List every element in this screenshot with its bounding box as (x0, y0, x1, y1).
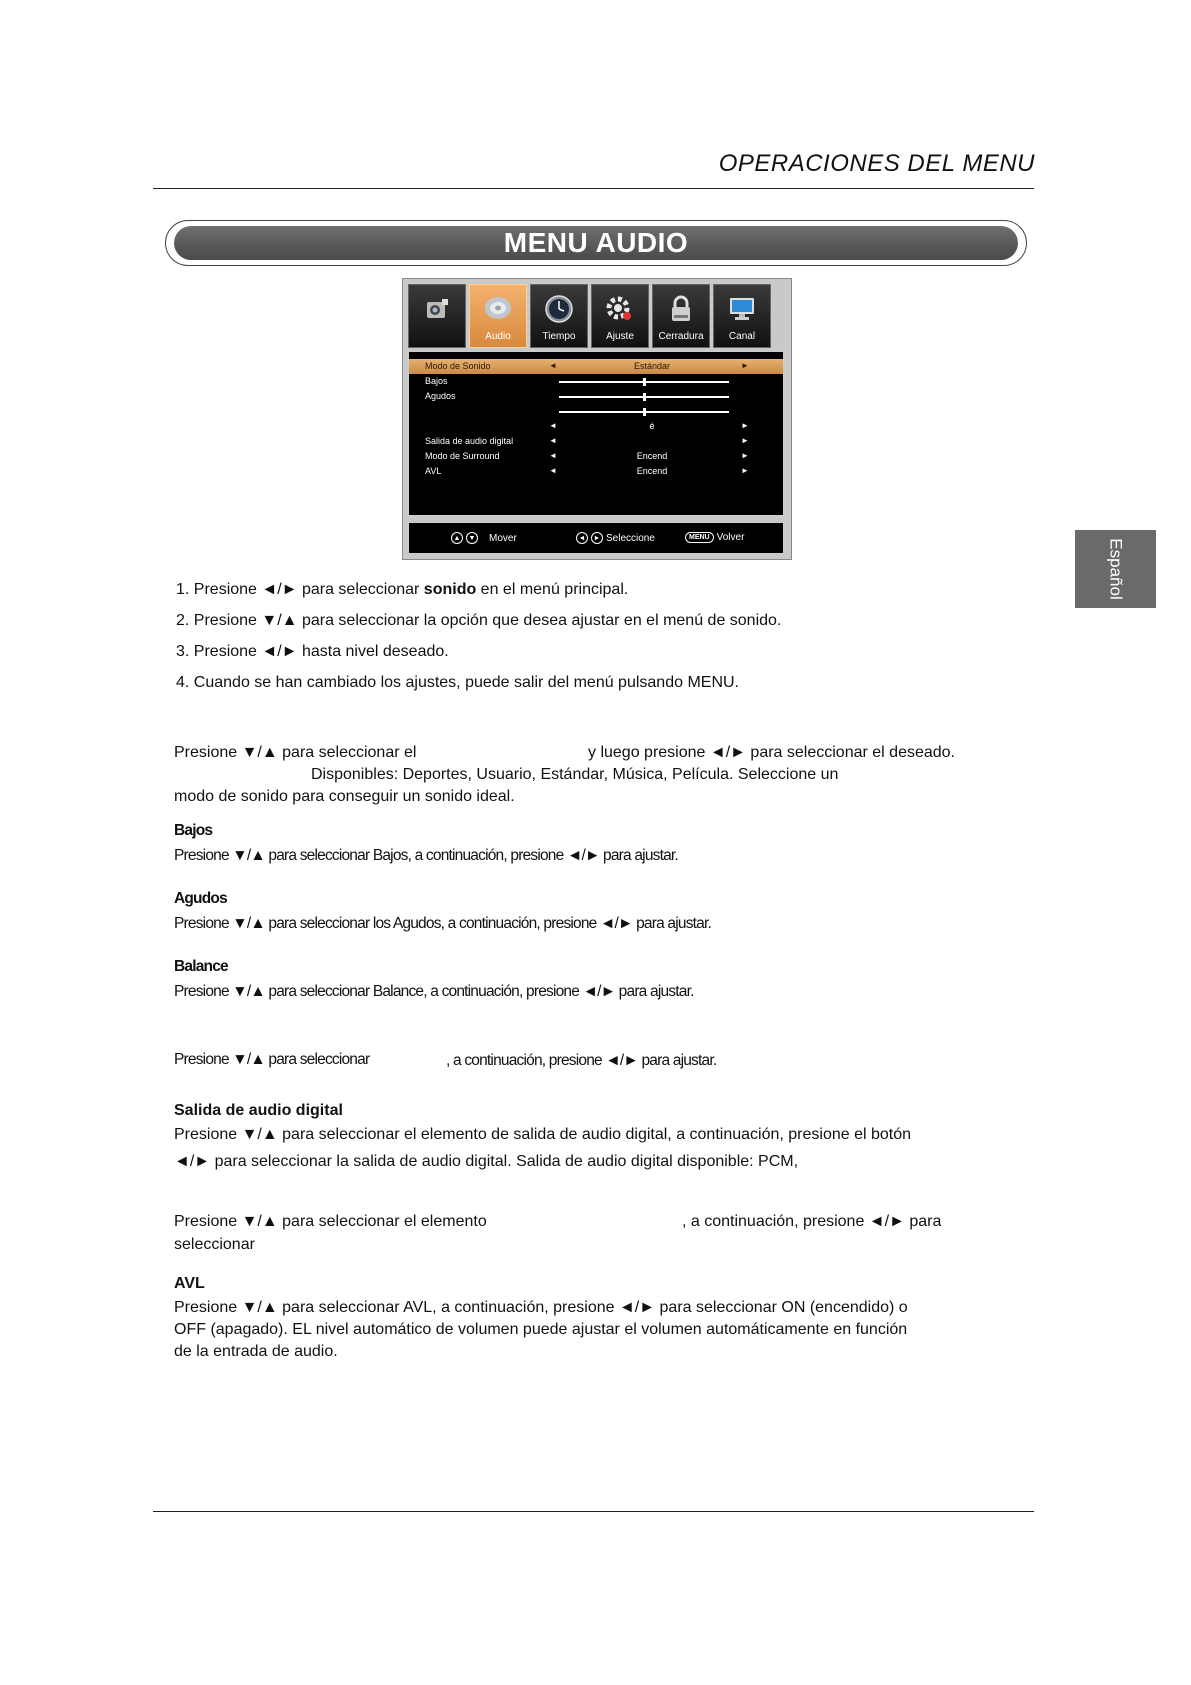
step-3: 3. Presione ◄/► hasta nivel deseado. (176, 643, 449, 660)
header-rule (153, 188, 1034, 189)
footer-rule (153, 1511, 1034, 1512)
left-arrow-icon: ◄ (549, 436, 557, 445)
step-4: 4. Cuando se han cambiado los ajustes, puede salir del menú pulsando MENU. (176, 674, 739, 691)
language-side-tab (1075, 530, 1156, 608)
down-button-icon: ▼ (466, 532, 478, 544)
surround-text-1a: Presione ▼/▲ para seleccionar el elemento (174, 1213, 487, 1230)
bajos-slider[interactable] (559, 381, 729, 383)
left-arrow-icon: ◄ (549, 421, 557, 430)
section-banner (165, 220, 1027, 266)
audio-settings-panel (408, 351, 784, 516)
hint-back: MENU Volver (685, 532, 744, 543)
tv-audio-menu (402, 278, 792, 560)
avl-text-2: OFF (apagado). EL nivel automático de volumen puede ajustar el volumen automáticamente en función (174, 1321, 908, 1338)
left-button-icon: ◄ (576, 532, 588, 544)
hint-select: ◄ ► Seleccione (576, 532, 655, 544)
right-arrow-icon: ► (741, 451, 749, 460)
balance-slider[interactable] (559, 411, 729, 413)
hint-move: ▲ ▼ Mover (451, 532, 517, 544)
tab-audio[interactable] (469, 284, 527, 348)
row-agudos[interactable]: Agudos (409, 389, 783, 404)
banner-bar (174, 226, 1018, 260)
bajos-heading: Bajos (174, 822, 213, 839)
balance-text: Presione ▼/▲ para seleccionar Balance, a continuación, presione ◄/► para ajustar. (174, 983, 694, 1000)
surround-text-1b: , a continuación, presione ◄/► para (682, 1213, 942, 1230)
agudos-text: Presione ▼/▲ para seleccionar los Agudos, a continuación, presione ◄/► para ajustar. (174, 915, 711, 932)
banner-title: MENU AUDIO (503, 227, 689, 258)
row-salida-audio-digital[interactable]: Salida de audio digital ◄ ► (425, 436, 749, 446)
right-arrow-icon: ► (741, 436, 749, 445)
gear-icon (602, 291, 638, 327)
up-button-icon: ▲ (451, 532, 463, 544)
tab-audio-label: Audio (485, 331, 511, 342)
tab-ajuste[interactable] (591, 284, 649, 348)
surround-text-2: seleccionar (174, 1236, 255, 1253)
salida-text-1: Presione ▼/▲ para seleccionar el elemento de salida de audio digital, a continuación, presione el botón (174, 1126, 912, 1143)
avl-text-1: Presione ▼/▲ para seleccionar AVL, a continuación, presione ◄/► para seleccionar ON (encendido) o (174, 1299, 908, 1316)
avl-text-3: de la entrada de audio. (174, 1343, 338, 1360)
lock-icon (663, 291, 699, 327)
tab-tiempo[interactable] (530, 284, 588, 348)
bajos-text: Presione ▼/▲ para seleccionar Bajos, a continuación, presione ◄/► para ajustar. (174, 847, 678, 864)
tab-cerradura-label: Cerradura (658, 331, 704, 342)
row-avl[interactable]: AVL ◄ Encend ► (425, 466, 749, 476)
tab-canal-label: Canal (728, 331, 756, 342)
left-arrow-icon: ◄ (549, 466, 557, 475)
unnamed-text-b: , a continuación, presione ◄/► para ajustar. (446, 1052, 717, 1069)
avl-heading: AVL (174, 1275, 205, 1292)
page-header-title: OPERACIONES DEL MENU (718, 150, 1035, 177)
bajos-slider-knob[interactable] (643, 378, 646, 386)
unnamed-text-a: Presione ▼/▲ para seleccionar (174, 1051, 370, 1068)
camera-icon (419, 291, 455, 327)
row-modo-surround[interactable]: Modo de Surround ◄ Encend ► (425, 451, 749, 461)
balance-heading: Balance (174, 958, 228, 975)
balance-slider-knob[interactable] (643, 408, 646, 416)
row-modo-sonido[interactable]: Modo de Sonido ◄ Estándar ► (409, 359, 783, 374)
right-button-icon: ► (591, 532, 603, 544)
left-arrow-icon: ◄ (549, 361, 557, 370)
tab-picture[interactable] (408, 284, 466, 348)
modo-text-1a: Presione ▼/▲ para seleccionar el (174, 744, 417, 761)
tab-ajuste-label: Ajuste (606, 331, 634, 342)
tab-cerradura[interactable] (652, 284, 710, 348)
row-unnamed[interactable]: ◄ é ► (549, 421, 749, 431)
salida-text-2: ◄/► para seleccionar la salida de audio digital. Salida de audio digital disponible: PCM, (174, 1153, 799, 1170)
right-arrow-icon: ► (741, 361, 749, 370)
step-2: 2. Presione ▼/▲ para seleccionar la opción que desea ajustar en el menú de sonido. (176, 612, 782, 629)
modo-text-1b: y luego presione ◄/► para seleccionar el deseado. (588, 744, 955, 761)
right-arrow-icon: ► (741, 466, 749, 475)
row-balance[interactable] (409, 404, 783, 419)
language-label: Español (1106, 538, 1126, 600)
modo-text-3: modo de sonido para conseguir un sonido ideal. (174, 788, 515, 805)
right-arrow-icon: ► (741, 421, 749, 430)
salida-heading: Salida de audio digital (174, 1102, 343, 1119)
tab-canal[interactable] (713, 284, 771, 348)
tab-tiempo-label: Tiempo (542, 331, 576, 342)
left-arrow-icon: ◄ (549, 451, 557, 460)
monitor-icon (724, 291, 760, 327)
agudos-slider[interactable] (559, 396, 729, 398)
step-1: 1. Presione ◄/► para seleccionar sonido en el menú principal. (176, 581, 629, 598)
agudos-slider-knob[interactable] (643, 393, 646, 401)
audio-icon (480, 291, 516, 327)
row-bajos[interactable]: Bajos (409, 374, 783, 389)
agudos-heading: Agudos (174, 890, 227, 907)
menu-key-icon: MENU (685, 532, 714, 543)
clock-icon (541, 291, 577, 327)
menu-hint-bar (408, 522, 784, 554)
modo-text-2: Disponibles: Deportes, Usuario, Estándar, Música, Película. Seleccione un (311, 766, 839, 783)
